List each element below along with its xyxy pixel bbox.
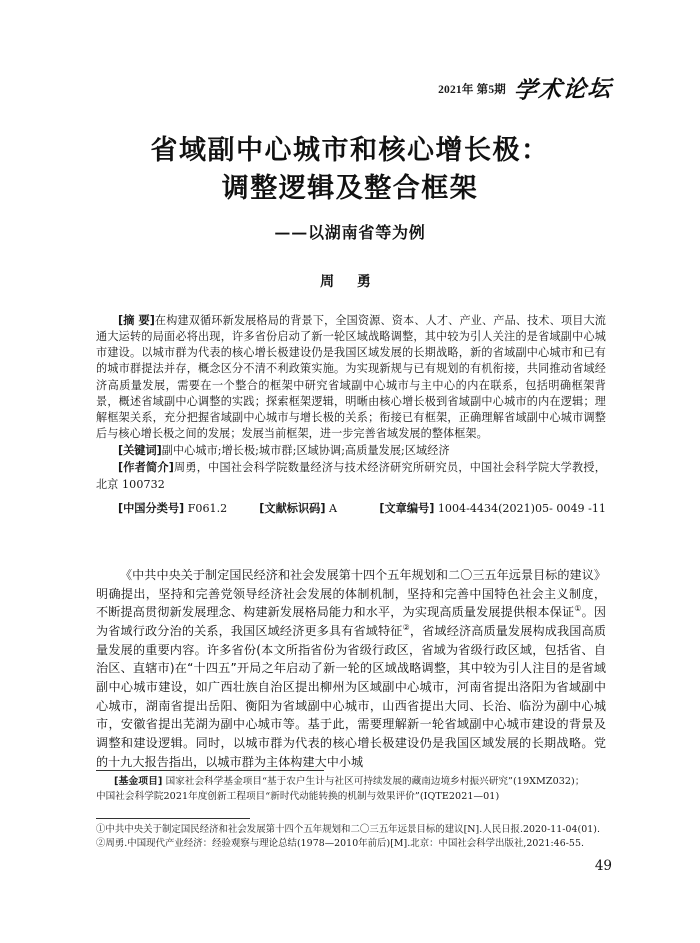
author-bio-paragraph: [96, 460, 606, 492]
author-bio-label: [作者简介]: [118, 461, 174, 475]
article-id-item: [379, 501, 606, 517]
document-code-item: [259, 501, 337, 517]
document-code-value: A: [329, 501, 338, 515]
clc-item: [118, 501, 227, 517]
clc-label: [中国分类号]: [118, 501, 185, 515]
note-item: ①中共中央关于制定国民经济和社会发展第十四个五年规划和二〇三五年远景目标的建议[N].人民日报.2020-11-04(01).: [96, 824, 601, 835]
article-id-value: 1004-4434(2021)05- 0049 -11: [437, 501, 606, 515]
keywords-paragraph: [96, 443, 606, 459]
journal-logo: 学术论坛: [512, 74, 614, 105]
fund-divider: [96, 770, 324, 771]
keywords-text: 副中心城市;增长极;城市群;区域协调;高质量发展;区域经济: [161, 444, 450, 458]
abstract-label: [摘 要]: [118, 314, 155, 327]
article-title-line-2: 调整逻辑及整合框架: [221, 173, 479, 205]
author-bio-text: 周勇，中国社会科学院数量经济与技术经济研究所研究员，中国社会科学院大学教授，北京 100732: [96, 461, 606, 491]
fund-block: [96, 775, 606, 804]
frontmatter: [96, 313, 606, 517]
title-block: [0, 132, 700, 291]
body-text: [96, 566, 606, 771]
notes-divider: [96, 818, 250, 819]
fund-text-1: 国家社会科学基金项目“基于农户生计与社区可持续发展的藏南边境乡村振兴研究”(19XMZ032)；: [165, 776, 585, 787]
article-title-line-1: 省域副中心城市和核心增长极：: [150, 135, 550, 166]
issue-label: 2021年 第5期: [438, 84, 506, 96]
fund-line-2: 中国社会科学院2021年度创新工程项目“新时代动能转换的机制与效果评价”(IQTE2021—01): [96, 790, 500, 802]
body-paragraph-1: [96, 566, 606, 771]
abstract-text: 在构建双循环新发展格局的背景下，全国资源、资本、人才、产业、产品、技术、项目大流通大运转的局面必将出现，许多省份启动了新一轮区域战略调整，其中较为引人关注的是省域副中心城市建设。以城市群为代表的核心增长极建设仍是我国区域发展的长期战略，新的省域副中心城市和已有的城市群提法并存，概念区分不清不利政策实施。为实现新规与已有规划的有机衔接，共同推动省域经济高质量发展，需要在一个整合的框架中研究省域副中心城市与主中心的内在联系，包括明确框架背景，概述省域副中心调整的实践；探索框架逻辑，明晰由核心增长极到省域副中心城市的内在逻辑；理解框架关系，充分把握省域副中心城市与增长极的关系；衔接已有框架，正确理解省域副中心城市调整后与核心增长极之间的发展；发展当前框架，进一步完善省域发展的整体框架。: [96, 314, 606, 441]
document-code-label: [文献标识码]: [259, 501, 326, 515]
body-paragraph-1-part-2: 。因为省域行政分治的关系，我国区域经济更多具有省域特征: [96, 605, 606, 638]
notes-block: [96, 823, 606, 852]
article-subtitle: ——以湖南省等为例: [274, 222, 426, 242]
masthead: [438, 74, 614, 105]
body-paragraph-1-part-1: 《中共中央关于制定国民经济和社会发展第十四个五年规划和二〇三五年远景目标的建议》明确提出，坚持和完善党领导经济社会发展的体制机制，坚持和完善中国特色社会主义制度，不断提高贯彻新发展理念、构建新发展格局能力和水平，为实现高质量发展提供根本保证: [96, 568, 606, 620]
article-author: 周 勇: [320, 273, 380, 290]
footnote-marker-1: ①: [574, 604, 582, 614]
abstract-paragraph: [96, 313, 606, 442]
clc-value: F061.2: [187, 501, 228, 515]
body-paragraph-1-part-3: ，省域经济高质量发展构成我国高质量发展的重要内容。许多省份(本文所指省份为省级行政区，省域为省级行政区域，包括省、自治区、直辖市)在“十四五”开局之年启动了新一轮的区域战略调整，其中较为引人注目的是省域副中心城市建设，如广西壮族自治区提出柳州为区域副中心城市，河南省提出洛阳为省域副中心城市，湖南省提出岳阳、衡阳为省域副中心城市，山西省提出大同、长治、临汾为副中心城市，安徽省提出芜湖为副中心城市等。基于此，需要理解新一轮省域副中心城市建设的背景及调整和建设逻辑。同时，以城市群为代表的核心增长极建设仍是我国区域发展的长期战略。党的十九大报告指出，以城市群为主体构建大中小城: [96, 623, 606, 769]
classification-row: [96, 501, 606, 517]
note-item: ②周勇.中国现代产业经济：经验观察与理论总结(1978—2010年前后)[M].北京：中国社会科学出版社,2021:46-55.: [96, 838, 584, 850]
footnote-marker-2: ②: [402, 622, 410, 632]
page-number: 49: [594, 858, 612, 874]
fund-label: [基金项目]: [114, 776, 163, 787]
article-id-label: [文章编号]: [379, 501, 435, 515]
keywords-label: [关键词]: [118, 444, 162, 458]
fund-line-1: [96, 775, 606, 790]
